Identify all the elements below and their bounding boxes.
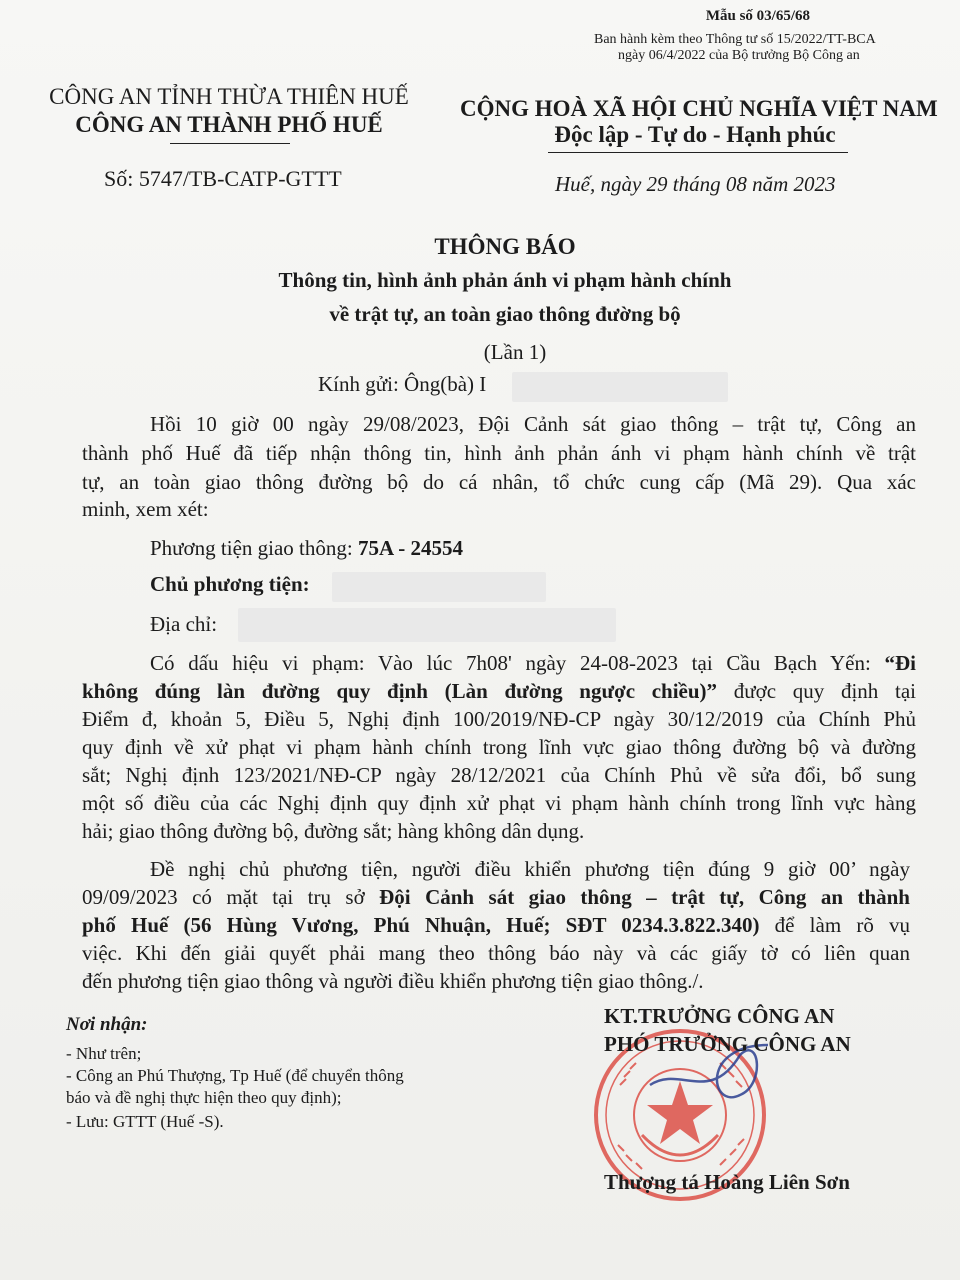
redacted-address (238, 608, 616, 642)
body-line: sắt; Nghị định 123/2021/NĐ-CP ngày 28/12/2021 của Chính Phủ về sửa đổi, bổ sung (82, 763, 916, 787)
address-label: Địa chỉ: (150, 612, 218, 636)
vehicle-label: Phương tiện giao thông: (150, 536, 358, 560)
agency-name: CÔNG AN THÀNH PHỐ HUẾ (75, 112, 383, 137)
form-number: Mẫu số 03/65/68 (705, 8, 810, 24)
signature-title-2: PHÓ TRƯỞNG CÔNG AN (604, 1032, 851, 1056)
violation-suffix: được quy định tại (717, 679, 917, 703)
recipient-line: Kính gửi: Ông(bà) I (318, 372, 487, 396)
violation-line-2 (82, 679, 916, 704)
receiver-item: - Công an Phú Thượng, Tp Huế (để chuyển thông (66, 1066, 404, 1085)
violation-bold-1: “Đi (884, 651, 916, 675)
form-issued-line-1: Ban hành kèm theo Thông tư số 15/2022/TT-BCA (594, 32, 876, 47)
request-bold-1: Đội Cảnh sát giao thông – trật tự, Công an thành (379, 885, 910, 909)
request-prefix: 09/09/2023 có mặt tại trụ sở (82, 885, 380, 909)
body-line: Điểm đ, khoản 5, Điều 5, Nghị định 100/2019/NĐ-CP ngày 30/12/2019 của Chính Phủ (82, 707, 916, 731)
body-line: tự, an toàn giao thông đường bộ do cá nhân, tổ chức cung cấp (Mã 29). Qua xác (82, 470, 916, 494)
violation-bold-2: không đúng làn đường quy định (Làn đường ngược chiều)” (82, 679, 718, 703)
form-issued-line-2: ngày 06/4/2022 của Bộ trưởng Bộ Công an (618, 48, 860, 63)
body-line: quy định về xử phạt vi phạm hành chính trong lĩnh vực giao thông đường bộ và đường (82, 735, 916, 759)
receiver-item: - Lưu: GTTT (Huế -S). (66, 1112, 224, 1131)
request-line-5: đến phương tiện giao thông và người điều khiển phương tiện giao thông./. (82, 969, 704, 993)
request-line-2 (82, 885, 910, 910)
signer-name: Thượng tá Hoàng Liên Sơn (604, 1170, 850, 1194)
nation-header: CỘNG HOÀ XÃ HỘI CHỦ NGHĨA VIỆT NAM (460, 96, 938, 121)
violation-line-1 (150, 651, 916, 676)
receiver-item: - Như trên; (66, 1044, 142, 1063)
signature-title-1: KT.TRƯỞNG CÔNG AN (604, 1004, 835, 1028)
request-line-4: việc. Khi đến giải quyết phải mang theo thông báo này và các giấy tờ có liên quan (82, 941, 910, 965)
receivers-title: Nơi nhận: (66, 1014, 148, 1035)
receiver-item: báo và đề nghị thực hiện theo quy định); (66, 1088, 342, 1107)
body-line: Hồi 10 giờ 00 ngày 29/08/2023, Đội Cảnh sát giao thông – trật tự, Công an (150, 412, 916, 436)
body-line: thành phố Huế đã tiếp nhận thông tin, hình ảnh phản ánh vi phạm hành chính về trật (82, 441, 916, 465)
request-line-3 (82, 913, 910, 938)
body-line: hải; giao thông đường bộ, đường sắt; hàng không dân dụng. (82, 819, 585, 843)
place-date: Huế, ngày 29 tháng 08 năm 2023 (555, 172, 836, 196)
redacted-recipient (512, 372, 728, 402)
motto-underline (548, 152, 848, 153)
document-subtitle-1: Thông tin, hình ảnh phản ánh vi phạm hành chính (278, 268, 732, 292)
document-number: Số: 5747/TB-CATP-GTTT (104, 166, 342, 191)
owner-label: Chủ phương tiện: (150, 572, 310, 596)
redacted-owner (332, 572, 546, 602)
national-motto: Độc lập - Tự do - Hạnh phúc (554, 122, 836, 147)
request-bold-2: phố Huế (56 Hùng Vương, Phú Nhuận, Huế; SĐT 0234.3.822.340) (82, 913, 760, 937)
document-title: THÔNG BÁO (434, 234, 576, 259)
violation-prefix: Có dấu hiệu vi phạm: Vào lúc 7h08' ngày 24-08-2023 tại Cầu Bạch Yến: (150, 651, 885, 675)
occurrence-label: (Lần 1) (483, 340, 547, 364)
vehicle-line (150, 536, 463, 561)
agency-parent: CÔNG AN TỈNH THỪA THIÊN HUẾ (49, 84, 409, 109)
request-line-1: Đề nghị chủ phương tiện, người điều khiển phương tiện đúng 9 giờ 00’ ngày (150, 857, 910, 881)
vehicle-plate: 75A - 24554 (357, 536, 463, 560)
agency-underline (170, 143, 290, 144)
request-suffix: để làm rõ vụ (759, 913, 910, 937)
document-subtitle-2: về trật tự, an toàn giao thông đường bộ (329, 302, 681, 326)
body-line: minh, xem xét: (82, 497, 209, 521)
body-line: một số điều của các Nghị định quy định xử phạt vi phạm hành chính trong lĩnh vực hàng (82, 791, 916, 815)
